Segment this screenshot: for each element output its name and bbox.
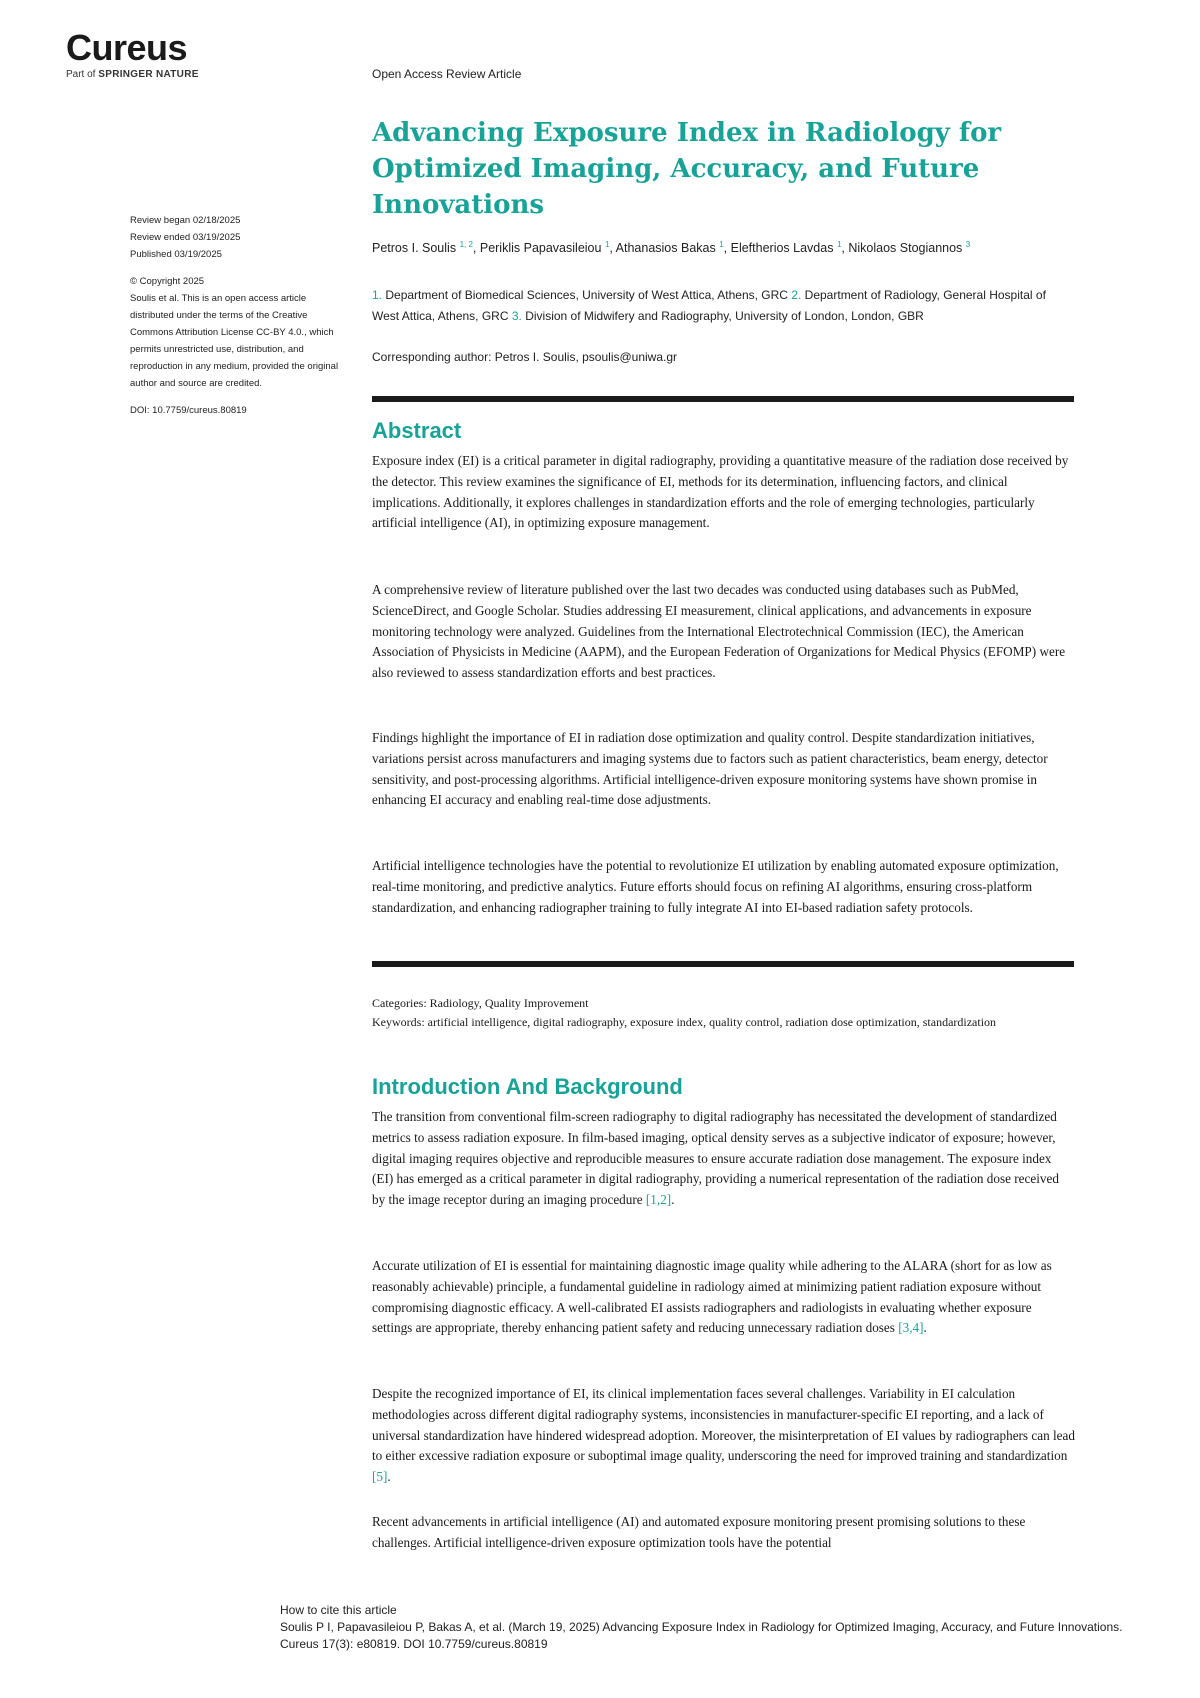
affiliation-number: 2. <box>791 288 802 302</box>
affiliation-text: Division of Midwifery and Radiography, University of London, London, GBR <box>525 309 924 323</box>
categories-keywords <box>372 994 1072 1032</box>
section-divider <box>372 396 1074 402</box>
keywords <box>372 1013 1072 1032</box>
affiliation-text: Department of Biomedical Sciences, University of West Attica, Athens, GRC <box>385 288 788 302</box>
how-to-cite <box>280 1602 1160 1653</box>
article-sidebar <box>130 212 345 419</box>
author-affiliation-sup: 1, 2 <box>459 240 473 249</box>
article-type: Open Access Review Article <box>372 67 522 81</box>
affiliation-text: Department of Radiology, General Hospital of West Attica, Athens, GRC <box>372 288 1046 323</box>
author-name[interactable]: Petros I. Soulis <box>372 241 457 256</box>
copyright-block <box>130 273 345 392</box>
citation-reference[interactable]: [3,4] <box>898 1320 924 1336</box>
intro-paragraph <box>372 1107 1075 1211</box>
sentence-period: . <box>923 1320 927 1336</box>
keywords-value: artificial intelligence, digital radiography, exposure index, quality control, radiation dose optimization, standardization <box>427 1015 997 1029</box>
copyright: © Copyright 2025 <box>130 276 205 287</box>
citation-reference[interactable]: [1,2] <box>645 1192 672 1208</box>
intro-paragraph-text: Accurate utilization of EI is essential for maintaining diagnostic image quality while adhering to the ALARA (short for as low as reasonably achievable) principle, a fundamental guideline in radiology aimed at minimizing patient radiation exposure without compromising diagnostic efficacy. A well-calibrated EI assists radiographers and radiologists in evaluating whether exposure settings are appropriate, thereby enhancing patient safety and reducing unnecessary radiation doses <box>372 1258 1052 1336</box>
intro-paragraph <box>372 1256 1075 1339</box>
review-began: Review began 02/18/2025 <box>130 215 241 226</box>
sentence-period: . <box>387 1469 391 1485</box>
abstract-paragraph: Exposure index (EI) is a critical parameter in digital radiography, providing a quantitative measure of the radiation dose received by the detector. This review examines the significance of EI, methods for its determination, influencing factors, and clinical implications. Additionally, it explores challenges in standardization efforts and the role of emerging technologies, particularly artificial intelligence (AI), in optimizing exposure management. <box>372 453 1069 531</box>
logo-sub-prefix: Part of <box>66 69 99 80</box>
logo-wordmark: Cureus <box>66 27 188 68</box>
license-text: Soulis et al. This is an open access article distributed under the terms of the Creative Commons Attribution License CC-BY 4.0., which permits unrestricted use, distribution, and reproduction in any medium, provided the original author and source are credited. <box>130 293 339 389</box>
affiliation-number: 3. <box>511 309 522 323</box>
how-to-cite-heading: How to cite this article <box>280 1603 397 1617</box>
logo-subtitle <box>66 69 199 80</box>
author-affiliation-sup: 1 <box>719 240 724 249</box>
author-name[interactable]: Periklis Papavasileiou <box>479 241 602 256</box>
intro-paragraph-text: The transition from conventional film-screen radiography to digital radiography has necessitated the development of standardized metrics to assess radiation exposure. In film-based imaging, optical density serves as a subjective indicator of exposure; however, digital imaging requires objective and reproducible measures to ensure accurate radiation dose management. The exposure index (EI) has emerged as a critical parameter in digital radiography, providing a numerical representation of the radiation dose received by the image receptor during an imaging procedure <box>372 1109 1059 1208</box>
keywords-label: Keywords: <box>372 1015 425 1029</box>
abstract-heading: Abstract <box>372 418 462 443</box>
abstract-paragraph: Findings highlight the importance of EI in radiation dose optimization and quality control. Despite standardization initiatives, variations persist across manufacturers and imaging systems due to factors such as patient characteristics, beam energy, detector sensitivity, and post-processing algorithms. Artificial intelligence-driven exposure monitoring systems have shown promise in enhancing EI accuracy and enabling real-time dose adjustments. <box>372 730 1048 808</box>
abstract-heading-wrap <box>372 418 461 444</box>
categories-label: Categories: <box>372 996 427 1010</box>
intro-paragraph-text: Despite the recognized importance of EI, its clinical implementation faces several challenges. Variability in EI calculation methodologies across different digital radiography systems, inconsistencies in manufacturer-specific EI reporting, and a lack of universal standardization have hindered widespread adoption. Moreover, the misinterpretation of EI values by radiographers can lead to either excessive radiation exposure or suboptimal image quality, underscoring the need for improved training and standardization <box>372 1386 1075 1464</box>
corresponding-author <box>372 350 677 364</box>
article-title: Advancing Exposure Index in Radiology for Optimized Imaging, Accuracy, and Future Innovations <box>372 118 1002 220</box>
author-list: Petros I. Soulis $^{1, 2}$, Periklis Papavasileiou $^1$, Athanasios Bakas $^1$, Eleftherios Lavdas $^1$, Nikolaos Stogiannos $^3$ <box>372 240 971 256</box>
categories <box>372 994 1072 1013</box>
abstract-paragraph: Artificial intelligence technologies have the potential to revolutionize EI utilization by enabling automated exposure optimization, real-time monitoring, and predictive analytics. Future efforts should focus on refining AI algorithms, ensuring cross-platform standardization, and enhancing radiographer training to fully integrate AI into EI-based radiation safety protocols. <box>372 858 1059 915</box>
how-to-cite-text: Soulis P I, Papavasileiou P, Bakas A, et al. (March 19, 2025) Advancing Exposure Index in Radiology for Optimized Imaging, Accuracy, and Future Innovations. Cureus 17(3): e80819. DOI 10.7759/cureus.80819 <box>280 1620 1123 1651</box>
published-date: Published 03/19/2025 <box>130 249 222 260</box>
corresponding-label: Corresponding author: <box>372 350 492 364</box>
journal-logo <box>66 27 199 80</box>
abstract-paragraph: A comprehensive review of literature published over the last two decades was conducted using databases such as PubMed, ScienceDirect, and Google Scholar. Studies addressing EI measurement, clinical applications, and advancements in exposure monitoring technology were analyzed. Guidelines from the International Electrotechnical Commission (IEC), the American Association of Physicists in Medicine (AAPM), and the European Federation of Organizations for Medical Physics (EFOMP) were also reviewed to assess standardization efforts and best practices. <box>372 582 1066 681</box>
intro-heading-wrap <box>372 1074 683 1100</box>
author-name[interactable]: Nikolaos Stogiannos <box>848 241 963 256</box>
section-divider <box>372 961 1074 967</box>
sentence-period: . <box>671 1192 675 1208</box>
author-name[interactable]: Eleftherios Lavdas <box>730 241 834 256</box>
author-affiliation-sup: 3 <box>965 240 971 249</box>
review-dates <box>130 212 345 263</box>
author-name[interactable]: Athanasios Bakas <box>615 241 716 256</box>
author-affiliation-sup: 1 <box>604 240 610 249</box>
intro-heading: Introduction And Background <box>372 1074 683 1099</box>
affiliations <box>372 285 1068 327</box>
doi[interactable]: DOI: 10.7759/cureus.80819 <box>130 405 247 416</box>
review-ended: Review ended 03/19/2025 <box>130 232 241 243</box>
author-affiliation-sup: 1 <box>836 240 842 249</box>
citation-reference[interactable]: [5] <box>372 1469 388 1485</box>
corresponding-value[interactable]: Petros I. Soulis, psoulis@uniwa.gr <box>494 350 678 364</box>
categories-value: Radiology, Quality Improvement <box>429 996 589 1010</box>
intro-paragraph <box>372 1384 1075 1488</box>
affiliation-number: 1. <box>372 288 383 302</box>
logo-sub-brand: SPRINGER NATURE <box>98 69 199 80</box>
intro-paragraph: Recent advancements in artificial intelligence (AI) and automated exposure monitoring present promising solutions to these challenges. Artificial intelligence-driven exposure optimization tools have the potential <box>372 1514 1026 1550</box>
